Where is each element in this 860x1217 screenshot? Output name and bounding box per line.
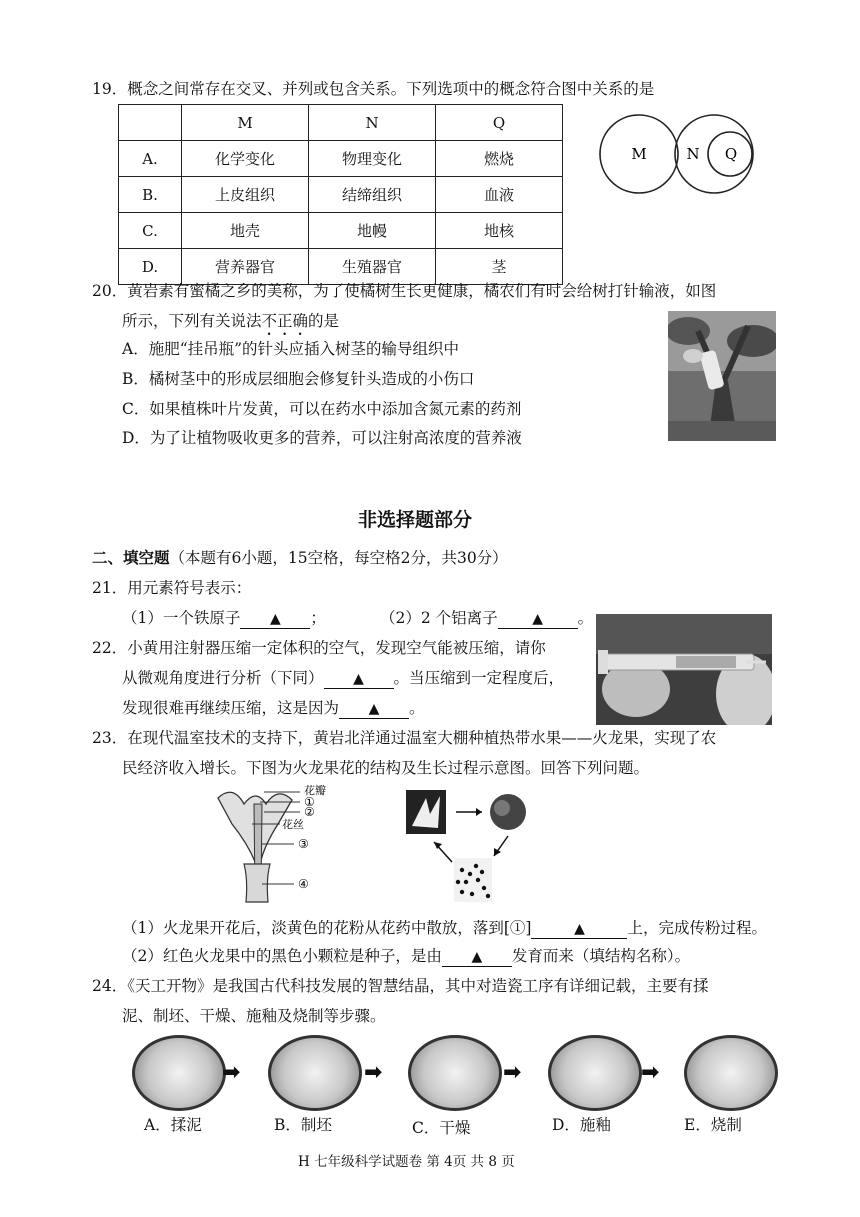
blank-triangle: ▲ <box>368 701 380 717</box>
table-cell: 茎 <box>436 249 563 285</box>
label-3: ③ <box>298 837 309 851</box>
venn-label-n: N <box>686 145 700 163</box>
step-label-c: C．干燥 <box>412 1119 471 1137</box>
table-cell: B. <box>119 177 182 213</box>
arrow-right-icon: ➡ <box>364 1060 383 1085</box>
page-footer: H 七年级科学试题卷 第 4页 共 8 页 <box>298 1154 515 1170</box>
section-part <box>92 547 508 569</box>
section-title: 非选择题部分 <box>358 509 473 531</box>
tree-drip-photo <box>668 311 776 441</box>
q23-part2 <box>122 945 690 967</box>
table-cell: 生殖器官 <box>309 249 436 285</box>
step-image-b <box>268 1035 362 1111</box>
blank-triangle: ▲ <box>532 611 544 627</box>
q22-line2 <box>122 667 564 689</box>
label-1: ① <box>304 795 315 809</box>
step-image-a <box>132 1035 226 1111</box>
q23-part1 <box>122 917 767 939</box>
table-header-cell: M <box>182 105 309 141</box>
q19-table <box>118 104 563 285</box>
label-4: ④ <box>298 877 309 891</box>
q20-stem-post: 的是 <box>308 312 340 330</box>
blank-triangle: ▲ <box>353 671 364 687</box>
flower-structure-diagram <box>208 784 328 908</box>
table-header-cell: N <box>309 105 436 141</box>
q20-option-d: D．为了让植物吸收更多的营养，可以注射高浓度的营养液 <box>122 429 522 447</box>
q21-p1-text: （1）一个铁原子 <box>122 609 241 627</box>
table-cell: 燃烧 <box>436 141 563 177</box>
q20-emphasis: 不正确 <box>261 312 309 330</box>
q22-l3-post: 。 <box>409 699 425 717</box>
q22-line3 <box>122 697 425 719</box>
label-stamen: 花丝 <box>282 818 304 831</box>
q23-p1-pre: （1）火龙果开花后，淡黄色的花粉从花药中散放，落到[①] <box>122 919 532 937</box>
table-cell: 地核 <box>436 213 563 249</box>
table-cell: A. <box>119 141 182 177</box>
table-header-cell <box>119 105 182 141</box>
answer-blank[interactable] <box>498 609 578 629</box>
q22-l2-post: 。当压缩到一定程度后， <box>393 669 565 687</box>
section-part-note: （本题有6小题，15空格，每空格2分，共30分） <box>169 549 508 567</box>
step-label-b: B．制坯 <box>274 1116 332 1134</box>
answer-blank[interactable] <box>324 669 394 689</box>
step-label-e: E．烧制 <box>684 1116 742 1134</box>
venn-label-q: Q <box>724 145 738 163</box>
arrow-right-icon: ➡ <box>503 1060 522 1085</box>
label-2: ② <box>304 805 315 819</box>
q23-p2-post: 发育而来（填结构名称）。 <box>511 947 691 965</box>
q23-p1-post: 上，完成传粉过程。 <box>627 919 767 937</box>
q21-part2 <box>380 607 593 629</box>
table-cell: 结缔组织 <box>309 177 436 213</box>
q21-p2-end: 。 <box>577 609 594 627</box>
table-cell: 营养器官 <box>182 249 309 285</box>
q20-stem-pre: 所示，下列有关说法 <box>122 312 262 330</box>
table-cell: 地幔 <box>309 213 436 249</box>
q20-stem: 20．黄岩素有蜜橘之乡的美称，为了使橘树生长更健康，橘农们有时会给树打针输液，如图 <box>92 282 717 300</box>
table-row <box>119 177 563 213</box>
q22-line1: 22．小黄用注射器压缩一定体积的空气，发现空气能被压缩，请你 <box>92 639 546 657</box>
step-label-a: A．揉泥 <box>144 1116 202 1134</box>
table-cell: 上皮组织 <box>182 177 309 213</box>
q24-line2: 泥、制坯、干燥、施釉及烧制等步骤。 <box>122 1007 386 1025</box>
table-cell: D. <box>119 249 182 285</box>
q22-l3-pre: 发现很难再继续压缩，这是因为 <box>122 699 340 717</box>
syringe-photo <box>596 614 772 725</box>
answer-blank[interactable] <box>339 699 409 719</box>
growth-cycle-diagram <box>404 786 534 906</box>
q23-line1: 23．在现代温室技术的支持下，黄岩北洋通过温室大棚种植热带水果——火龙果，实现了农 <box>92 729 717 747</box>
q21-p2-text: （2）2 个铝离子 <box>380 609 498 627</box>
q23-p2-pre: （2）红色火龙果中的黑色小颗粒是种子，是由 <box>122 947 442 965</box>
q24-line1: 24．《天工开物》是我国古代科技发展的智慧结晶，其中对造瓷工序有详细记载，主要有揉 <box>92 977 709 995</box>
arrow-right-icon: ➡ <box>222 1060 241 1085</box>
table-row <box>119 105 563 141</box>
blank-triangle: ▲ <box>574 921 585 937</box>
table-cell: 血液 <box>436 177 563 213</box>
table-cell: 化学变化 <box>182 141 309 177</box>
step-image-c <box>408 1035 502 1111</box>
table-header-cell: Q <box>436 105 563 141</box>
step-image-e <box>684 1035 778 1111</box>
step-image-d <box>548 1035 642 1111</box>
table-cell: C. <box>119 213 182 249</box>
venn-diagram <box>598 112 768 200</box>
q23-line2: 民经济收入增长。下图为火龙果花的结构及生长过程示意图。回答下列问题。 <box>122 759 650 777</box>
table-cell: 物理变化 <box>309 141 436 177</box>
q20-stem-cont <box>122 310 339 339</box>
label-petal: 花瓣 <box>304 784 326 797</box>
q20-option-b: B．橘树茎中的形成层细胞会修复针头造成的小伤口 <box>122 370 475 388</box>
q21-part1 <box>122 607 326 629</box>
answer-blank[interactable] <box>442 947 512 967</box>
table-row <box>119 141 563 177</box>
blank-triangle: ▲ <box>269 611 281 627</box>
step-label-d: D．施釉 <box>552 1116 611 1134</box>
q22-l2-pre: 从微观角度进行分析（下同） <box>122 669 324 687</box>
arrow-right-icon: ➡ <box>641 1060 660 1085</box>
q21-stem: 21．用元素符号表示： <box>92 579 252 597</box>
table-row <box>119 213 563 249</box>
blank-triangle: ▲ <box>471 949 483 965</box>
table-cell: 地壳 <box>182 213 309 249</box>
q20-option-c: C．如果植株叶片发黄，可以在药水中添加含氮元素的药剂 <box>122 400 522 418</box>
q19-stem: 19．概念之间常存在交叉、并列或包含关系。下列选项中的概念符合图中关系的是 <box>92 80 655 98</box>
answer-blank[interactable] <box>531 919 627 939</box>
q20-option-a: A．施肥“挂吊瓶”的针头应插入树茎的输导组织中 <box>122 340 460 358</box>
answer-blank[interactable] <box>240 609 310 629</box>
q21-p1-end: ； <box>310 609 326 627</box>
section-part-title: 二、填空题 <box>92 549 170 567</box>
venn-label-m: M <box>631 145 647 163</box>
